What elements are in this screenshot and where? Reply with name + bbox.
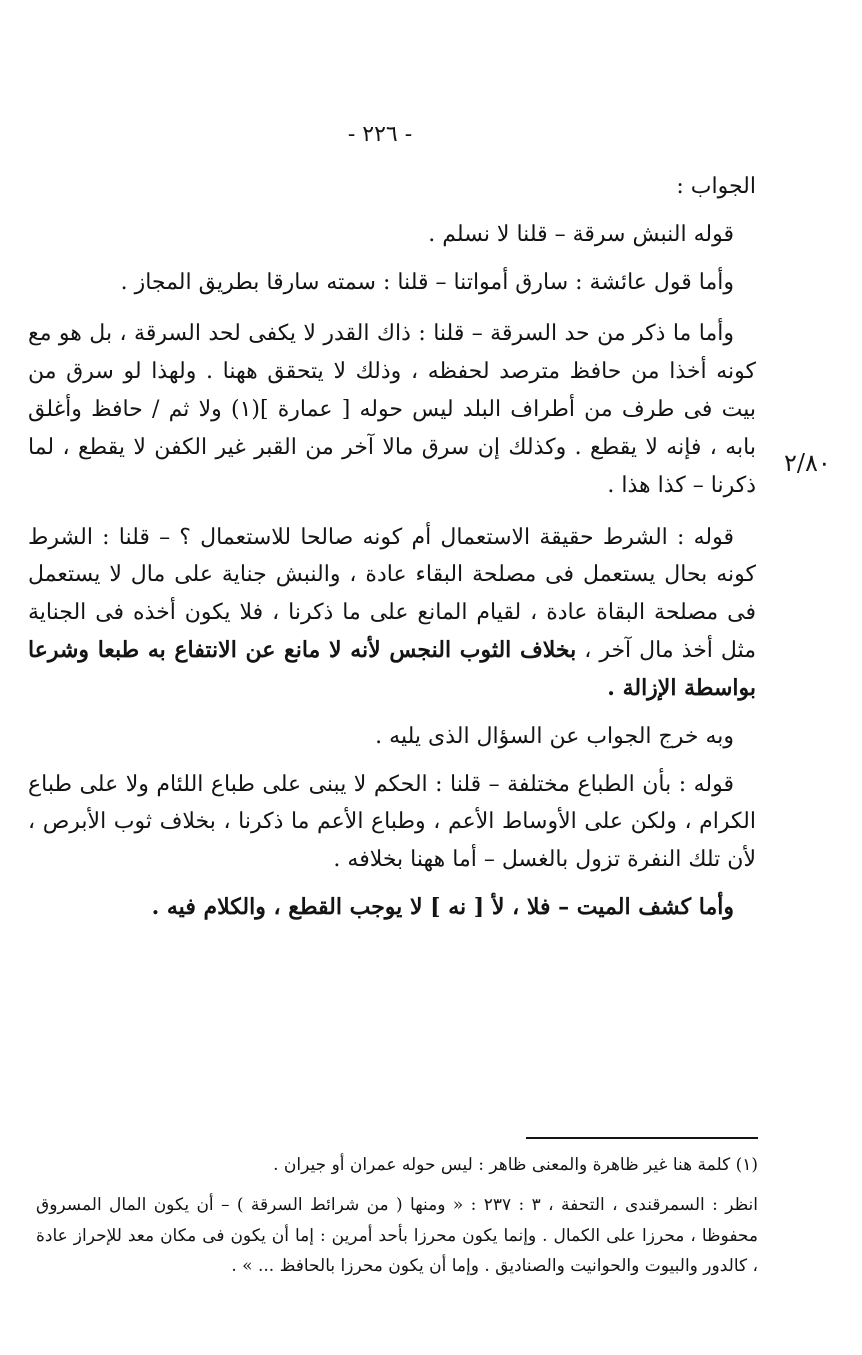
paragraph-aisha: وأما قول عائشة : سارق أمواتنا – قلنا : سمته سارقا بطريق المجاز . (120, 269, 734, 295)
paragraph-condition-text: قوله : الشرط حقيقة الاستعمال أم كونه صالحا للاستعمال ؟ – قلنا : الشرط كونه بحال يستعمل فى مصلحة البقاء عادة ، والنبش جناية على مال لا يستعمل فى مصلحة البقاة عادة ، لقيام المانع على ما ذكرنا ، فلا يكون أخذه فى الجناية مثل أخذ مال آخر ، (28, 524, 756, 664)
margin-folio-reference: ٢/٨٠ (784, 449, 831, 477)
footnote-divider (526, 1137, 758, 1139)
paragraph-natures: قوله : بأن الطباع مختلفة – قلنا : الحكم لا يبنى على طباع اللئام ولا على طباع الكرام ، ولكن على الأوساط الأعم ، وطباع الأعم ما ذكرنا ، بخلاف ثوب الأبرص ، لأن تلك النفرة تزول بالغسل – أما ههنا بخلافه . (28, 771, 756, 873)
answer-heading: الجواب : (676, 174, 756, 199)
paragraph-nabsh: قوله النبش سرقة – قلنا لا نسلم . (428, 221, 734, 247)
paragraph-sariqa-definition: وأما ما ذكر من حد السرقة – قلنا : ذاك القدر لا يكفى لحد السرقة ، بل هو مع كونه أخذا من حافظ مترصد لحفظه ، وذلك لا يتحقق ههنا . ولهذا لو سرق من بيت فى طرف من أطراف البلد ليس حوله [ عمارة ](١) ولا ثم / حافظ وأغلق بابه ، فإنه لا يقطع . وكذلك إن سرق مالا آخر من القبر غير الكفن لا يقطع ، لما ذكرنا – كذا هذا . (28, 321, 756, 498)
main-text (28, 168, 756, 937)
footnotes (36, 1150, 758, 1291)
paragraph-answer-question: وبه خرج الجواب عن السؤال الذى يليه . (375, 723, 734, 749)
paragraph-uncovering: وأما كشف الميت – فلا ، لأ [ نه ] لا يوجب القطع ، والكلام فيه . (151, 894, 734, 921)
paragraph-condition-bold: بخلاف الثوب النجس لأنه لا مانع عن الانتفاع به طبعا وشرعا بواسطة الإزالة . (28, 637, 756, 701)
paragraph-condition (28, 519, 756, 708)
footnote-1: (١) كلمة هنا غير ظاهرة والمعنى ظاهر : ليس حوله عمران أو جيران . (273, 1155, 758, 1175)
page-number: - ٢٢٦ - (347, 122, 413, 147)
footnote-reference: انظر : السمرقندى ، التحفة ، ٣ : ٢٣٧ : « ومنها ( من شرائط السرقة ) – أن يكون المال المسروق محفوظا ، محرزا على الكمال . وإنما يكون محرزا بأحد أمرين : إما أن يكون فى مكان معد للإحراز عادة ، كالدور والبيوت والحوانيت والصناديق . وإما أن يكون محرزا بالحافظ ... » . (36, 1195, 758, 1276)
